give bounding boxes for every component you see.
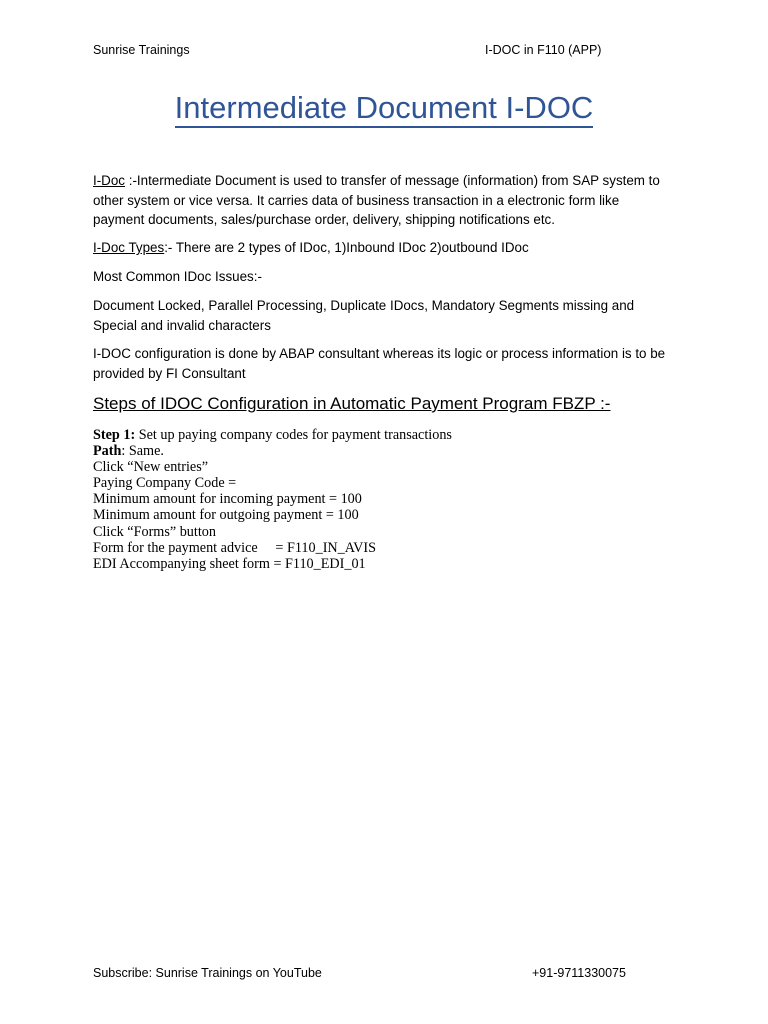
- paragraph-common-issues: [93, 296, 673, 335]
- idoc-types-text: :- There are 2 types of IDoc, 1)Inbound IDoc 2)outbound IDoc: [164, 240, 529, 255]
- configuration-text: I-DOC configuration is done by ABAP consultant whereas its logic or process information is to be provided by FI Consultant: [93, 346, 666, 381]
- step-1-label: Step 1:: [93, 427, 136, 443]
- common-issues-text: Document Locked, Parallel Processing, Duplicate IDocs, Mandatory Segments missing and Special and invalid characters: [93, 298, 635, 333]
- step-line: Form for the payment advice = F110_IN_AVIS: [93, 539, 377, 556]
- steps-heading: Steps of IDOC Configuration in Automatic Payment Program FBZP :-: [93, 394, 611, 413]
- idoc-types-label: I-Doc Types: [93, 240, 165, 255]
- step-line: Paying Company Code =: [93, 475, 237, 492]
- step-1-text: Set up paying company codes for payment transactions: [135, 427, 452, 443]
- page-title-text: Intermediate Document I-DOC: [175, 90, 594, 128]
- idoc-label: I-Doc: [93, 173, 125, 188]
- footer-right: +91-9711330075: [532, 966, 626, 980]
- step-line: EDI Accompanying sheet form = F110_EDI_01: [93, 555, 366, 572]
- page-title: [0, 88, 768, 128]
- path-label: Path: [93, 443, 122, 460]
- paragraph-common-issues-heading: [93, 267, 673, 287]
- footer-left: Subscribe: Sunrise Trainings on YouTube: [93, 966, 322, 980]
- step-1-line: [93, 427, 693, 443]
- paragraph-idoc-definition: [93, 171, 673, 230]
- paragraph-configuration: [93, 344, 673, 383]
- path-line: [93, 443, 693, 459]
- step-line: Minimum amount for incoming payment = 100: [93, 491, 362, 508]
- step-line: Minimum amount for outgoing payment = 100: [93, 507, 359, 524]
- step-line: Click “New entries”: [93, 459, 209, 476]
- common-issues-heading: Most Common IDoc Issues:-: [93, 269, 262, 284]
- idoc-definition-text: :-Intermediate Document is used to transfer of message (information) from SAP system to other system or vice versa. It carries data of business transaction in a electronic form like payment documents, sales/purchase order, delivery, shipping notifications etc.: [93, 173, 660, 227]
- path-text: : Same.: [121, 443, 164, 460]
- step-line: Click “Forms” button: [93, 523, 216, 540]
- steps-block: [93, 427, 693, 572]
- header-left: Sunrise Trainings: [93, 43, 190, 57]
- header-right: I-DOC in F110 (APP): [485, 43, 602, 57]
- paragraph-idoc-types: [93, 238, 673, 258]
